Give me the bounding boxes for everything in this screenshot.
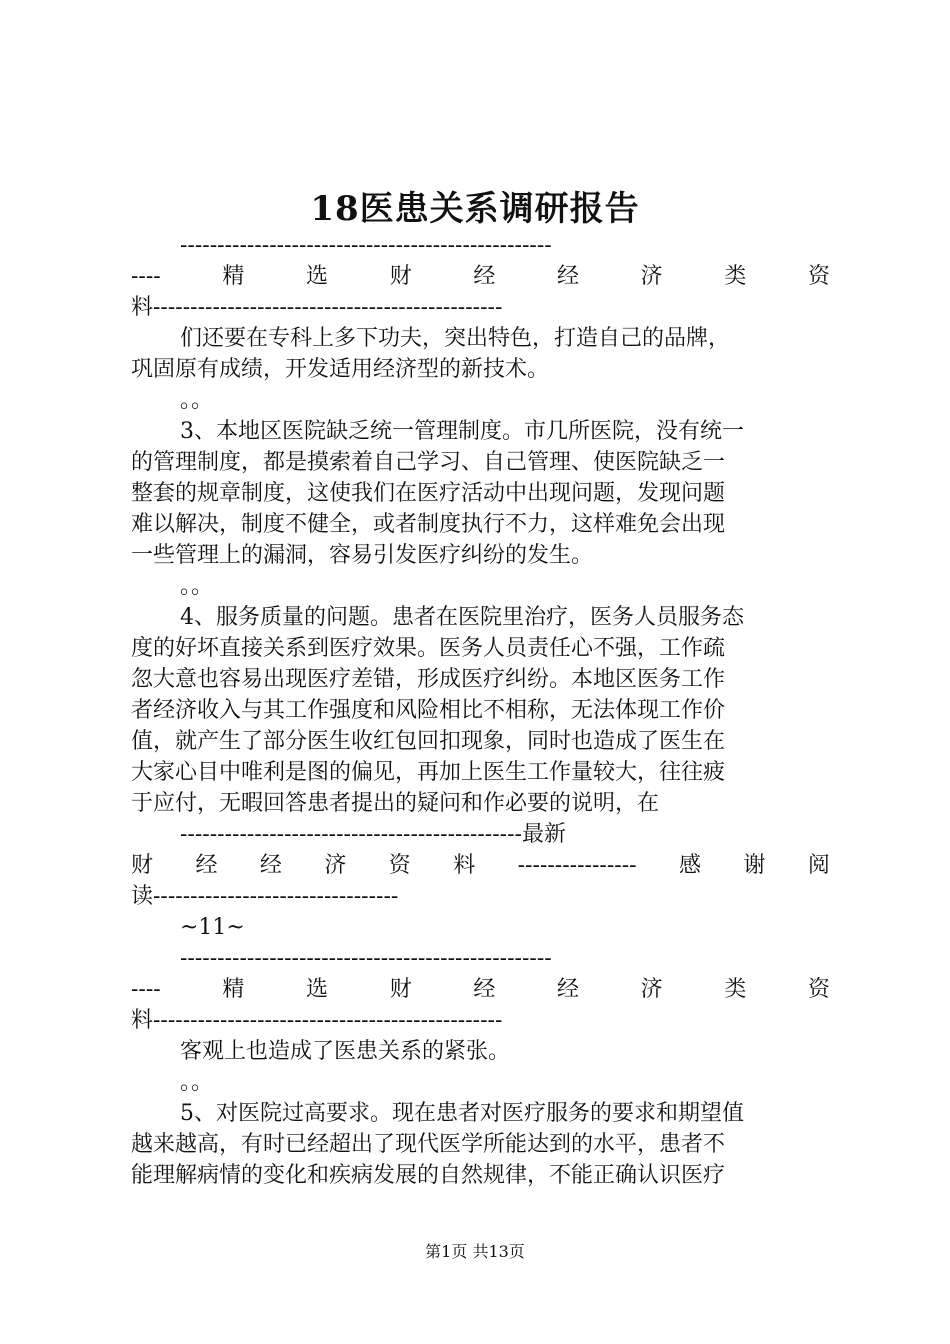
paragraph-line: 难以解决，制度不健全，或者制度执行不力，这样难免会出现 [131,512,726,537]
header-dash-line: -------------------------------------------------- [180,233,552,258]
paragraph-line: 4、服务质量的问题。患者在医院里治疗，医务人员服务态 [180,605,744,630]
separator-dots: 。。 [180,1070,214,1095]
footer-end-line: 读--------------------------------- [131,884,399,909]
paragraph-line: 巩固原有成绩，开发适用经济型的新技术。 [131,357,550,382]
paragraph-line: 于应付，无暇回答患者提出的疑问和作必要的说明，在 [131,791,660,816]
paragraph-line: 3、本地区医院缺乏统一管理制度。市几所医院，没有统一 [180,419,744,444]
page-footer: 第1页 共13页 [425,1242,525,1261]
header-dash-line: -------------------------------------------------- [180,946,552,971]
paragraph-line: 大家心目中唯利是图的偏见，再加上医生工作量较大，往往疲 [131,760,726,785]
header-label-line: ---- 精 选 财 经 经 济 类 资 [131,264,830,289]
paragraph-line: 度的好坏直接关系到医疗效果。医务人员责任心不强，工作疏 [131,636,726,661]
separator-dots: 。。 [180,388,214,413]
paragraph-line: 越来越高，有时已经超出了现代医学所能达到的水平，患者不 [131,1132,726,1157]
separator-dots: 。。 [180,574,214,599]
paragraph-line: 一些管理上的漏洞，容易引发医疗纠纷的发生。 [131,543,594,568]
header-end-line: 料----------------------------------------------- [131,1008,503,1033]
paragraph-line: 客观上也造成了医患关系的紧张。 [180,1039,511,1064]
paragraph-line: 5、对医院过高要求。现在患者对医疗服务的要求和期望值 [180,1101,744,1126]
footer-label-line: 财 经 经 济 资 料 ---------------- 感 谢 阅 [131,853,830,878]
header-label-line: ---- 精 选 财 经 经 济 类 资 [131,977,830,1002]
document-body [131,230,830,1191]
document-title: 18医患关系调研报告 [310,189,640,229]
paragraph-line: 的管理制度，都是摸索着自己学习、自己管理、使医院缺乏一 [131,450,726,475]
paragraph-line: 者经济收入与其工作强度和风险相比不相称，无法体现工作价 [131,698,726,723]
footer-dash-line: ----------------------------------------------最新 [180,822,566,847]
page-marker: ~11~ [180,915,245,940]
paragraph-line: 整套的规章制度，这使我们在医疗活动中出现问题，发现问题 [131,481,726,506]
paragraph-line: 忽大意也容易出现医疗差错，形成医疗纠纷。本地区医务工作 [131,667,726,692]
paragraph-line: 能理解病情的变化和疾病发展的自然规律，不能正确认识医疗 [131,1163,726,1188]
paragraph-line: 们还要在专科上多下功夫，突出特色，打造自己的品牌， [180,326,731,351]
paragraph-line: 值，就产生了部分医生收红包回扣现象，同时也造成了医生在 [131,729,726,754]
header-end-line: 料----------------------------------------------- [131,295,503,320]
